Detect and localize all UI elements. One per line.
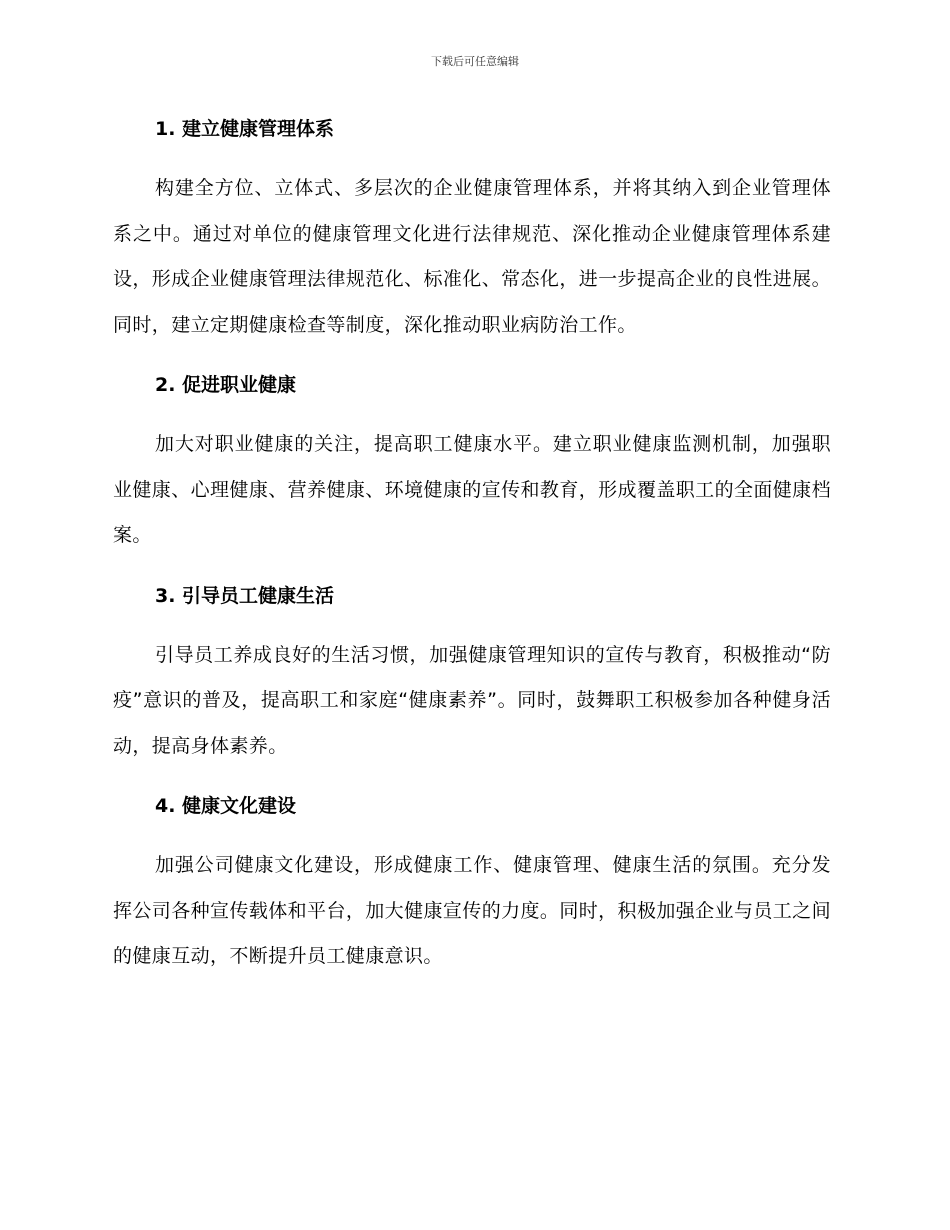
section-heading-2: 2. 促进职业健康 bbox=[155, 374, 297, 396]
section-paragraph-2: 加大对职业健康的关注，提高职工健康水平。建立职业健康监测机制，加强职业健康、心理健康、营养健康、环境健康的宣传和教育，形成覆盖职工的全面健康档案。 bbox=[113, 433, 831, 546]
section-paragraph-4: 加强公司健康文化建设，形成健康工作、健康管理、健康生活的氛围。充分发挥公司各种宣传载体和平台，加大健康宣传的力度。同时，积极加强企业与员工之间的健康互动，不断提升员工健康意识。 bbox=[113, 854, 831, 967]
section-heading-1: 1. 建立健康管理体系 bbox=[155, 118, 335, 140]
section-paragraph-1: 构建全方位、立体式、多层次的企业健康管理体系，并将其纳入到企业管理体系之中。通过对单位的健康管理文化进行法律规范、深化推动企业健康管理体系建设，形成企业健康管理法律规范化、标准化、常态化，进一步提高企业的良性进展。同时，建立定期健康检查等制度，深化推动职业病防治工作。 bbox=[113, 177, 831, 336]
section-heading-3: 3. 引导员工健康生活 bbox=[155, 584, 335, 607]
section-heading-4: 4. 健康文化建设 bbox=[155, 795, 297, 817]
page-header: 下载后可任意编辑 bbox=[431, 55, 519, 68]
section-paragraph-3: 引导员工养成良好的生活习惯，加强健康管理知识的宣传与教育，积极推动“防疫”意识的普及，提高职工和家庭“健康素养”。同时，鼓舞职工积极参加各种健身活动，提高身体素养。 bbox=[113, 643, 831, 757]
document-body bbox=[113, 112, 831, 1000]
